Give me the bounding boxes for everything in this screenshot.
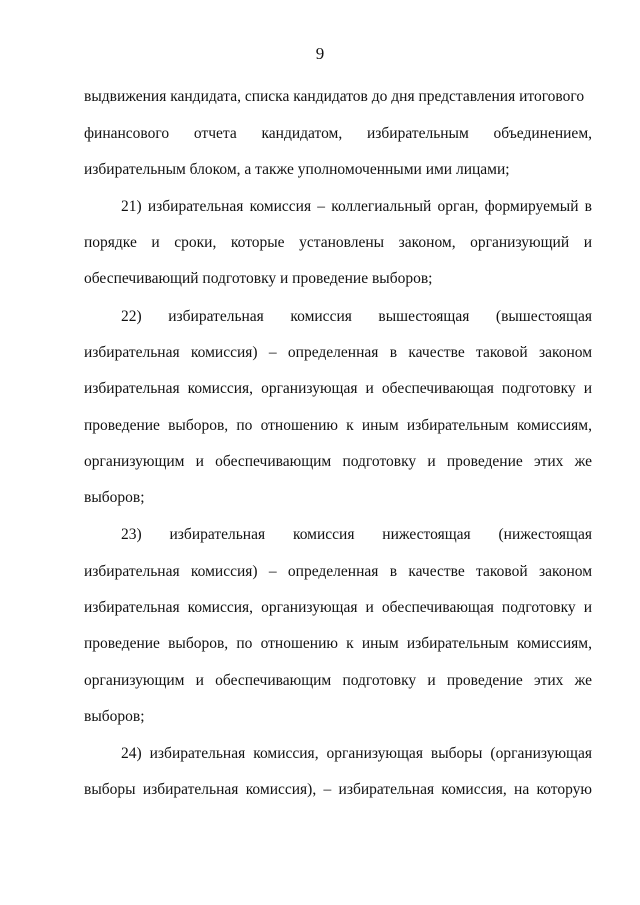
text-line: финансового отчета кандидатом, избирательным объединением,: [84, 125, 592, 142]
text-line: выдвижения кандидата, списка кандидатов до дня представления итогового: [84, 88, 585, 105]
text-line: избирательная комиссия, организующая и обеспечивающая подготовку и: [84, 599, 592, 616]
text-line: обеспечивающий подготовку и проведение выборов;: [84, 270, 433, 287]
paragraph-24-line: 24) избирательная комиссия, организующая выборы (организующая: [121, 745, 592, 762]
text-line: выборов;: [84, 708, 145, 725]
page-number: 9: [315, 44, 325, 63]
text-line: выборов;: [84, 489, 145, 506]
text-line: организующим и обеспечивающим подготовку и проведение этих же: [84, 453, 592, 470]
text-line: избирательная комиссия) – определенная в качестве таковой законом: [84, 563, 592, 580]
text-line: выборы избирательная комиссия), – избирательная комиссия, на которую: [84, 781, 592, 798]
paragraph-23-line: 23) избирательная комиссия нижестоящая (нижестоящая: [121, 526, 592, 543]
text-line: проведение выборов, по отношению к иным избирательным комиссиям,: [84, 635, 592, 652]
text-line: избирательная комиссия, организующая и обеспечивающая подготовку и: [84, 380, 592, 397]
text-line: проведение выборов, по отношению к иным избирательным комиссиям,: [84, 417, 592, 434]
text-line: порядке и сроки, которые установлены законом, организующий и: [84, 234, 592, 251]
text-line: избирательная комиссия) – определенная в качестве таковой законом: [84, 344, 592, 361]
text-line: организующим и обеспечивающим подготовку и проведение этих же: [84, 672, 592, 689]
paragraph-21-line: 21) избирательная комиссия – коллегиальный орган, формируемый в: [121, 198, 592, 215]
text-line: избирательным блоком, а также уполномоченными ими лицами;: [84, 161, 510, 178]
paragraph-22-line: 22) избирательная комиссия вышестоящая (вышестоящая: [121, 308, 592, 325]
